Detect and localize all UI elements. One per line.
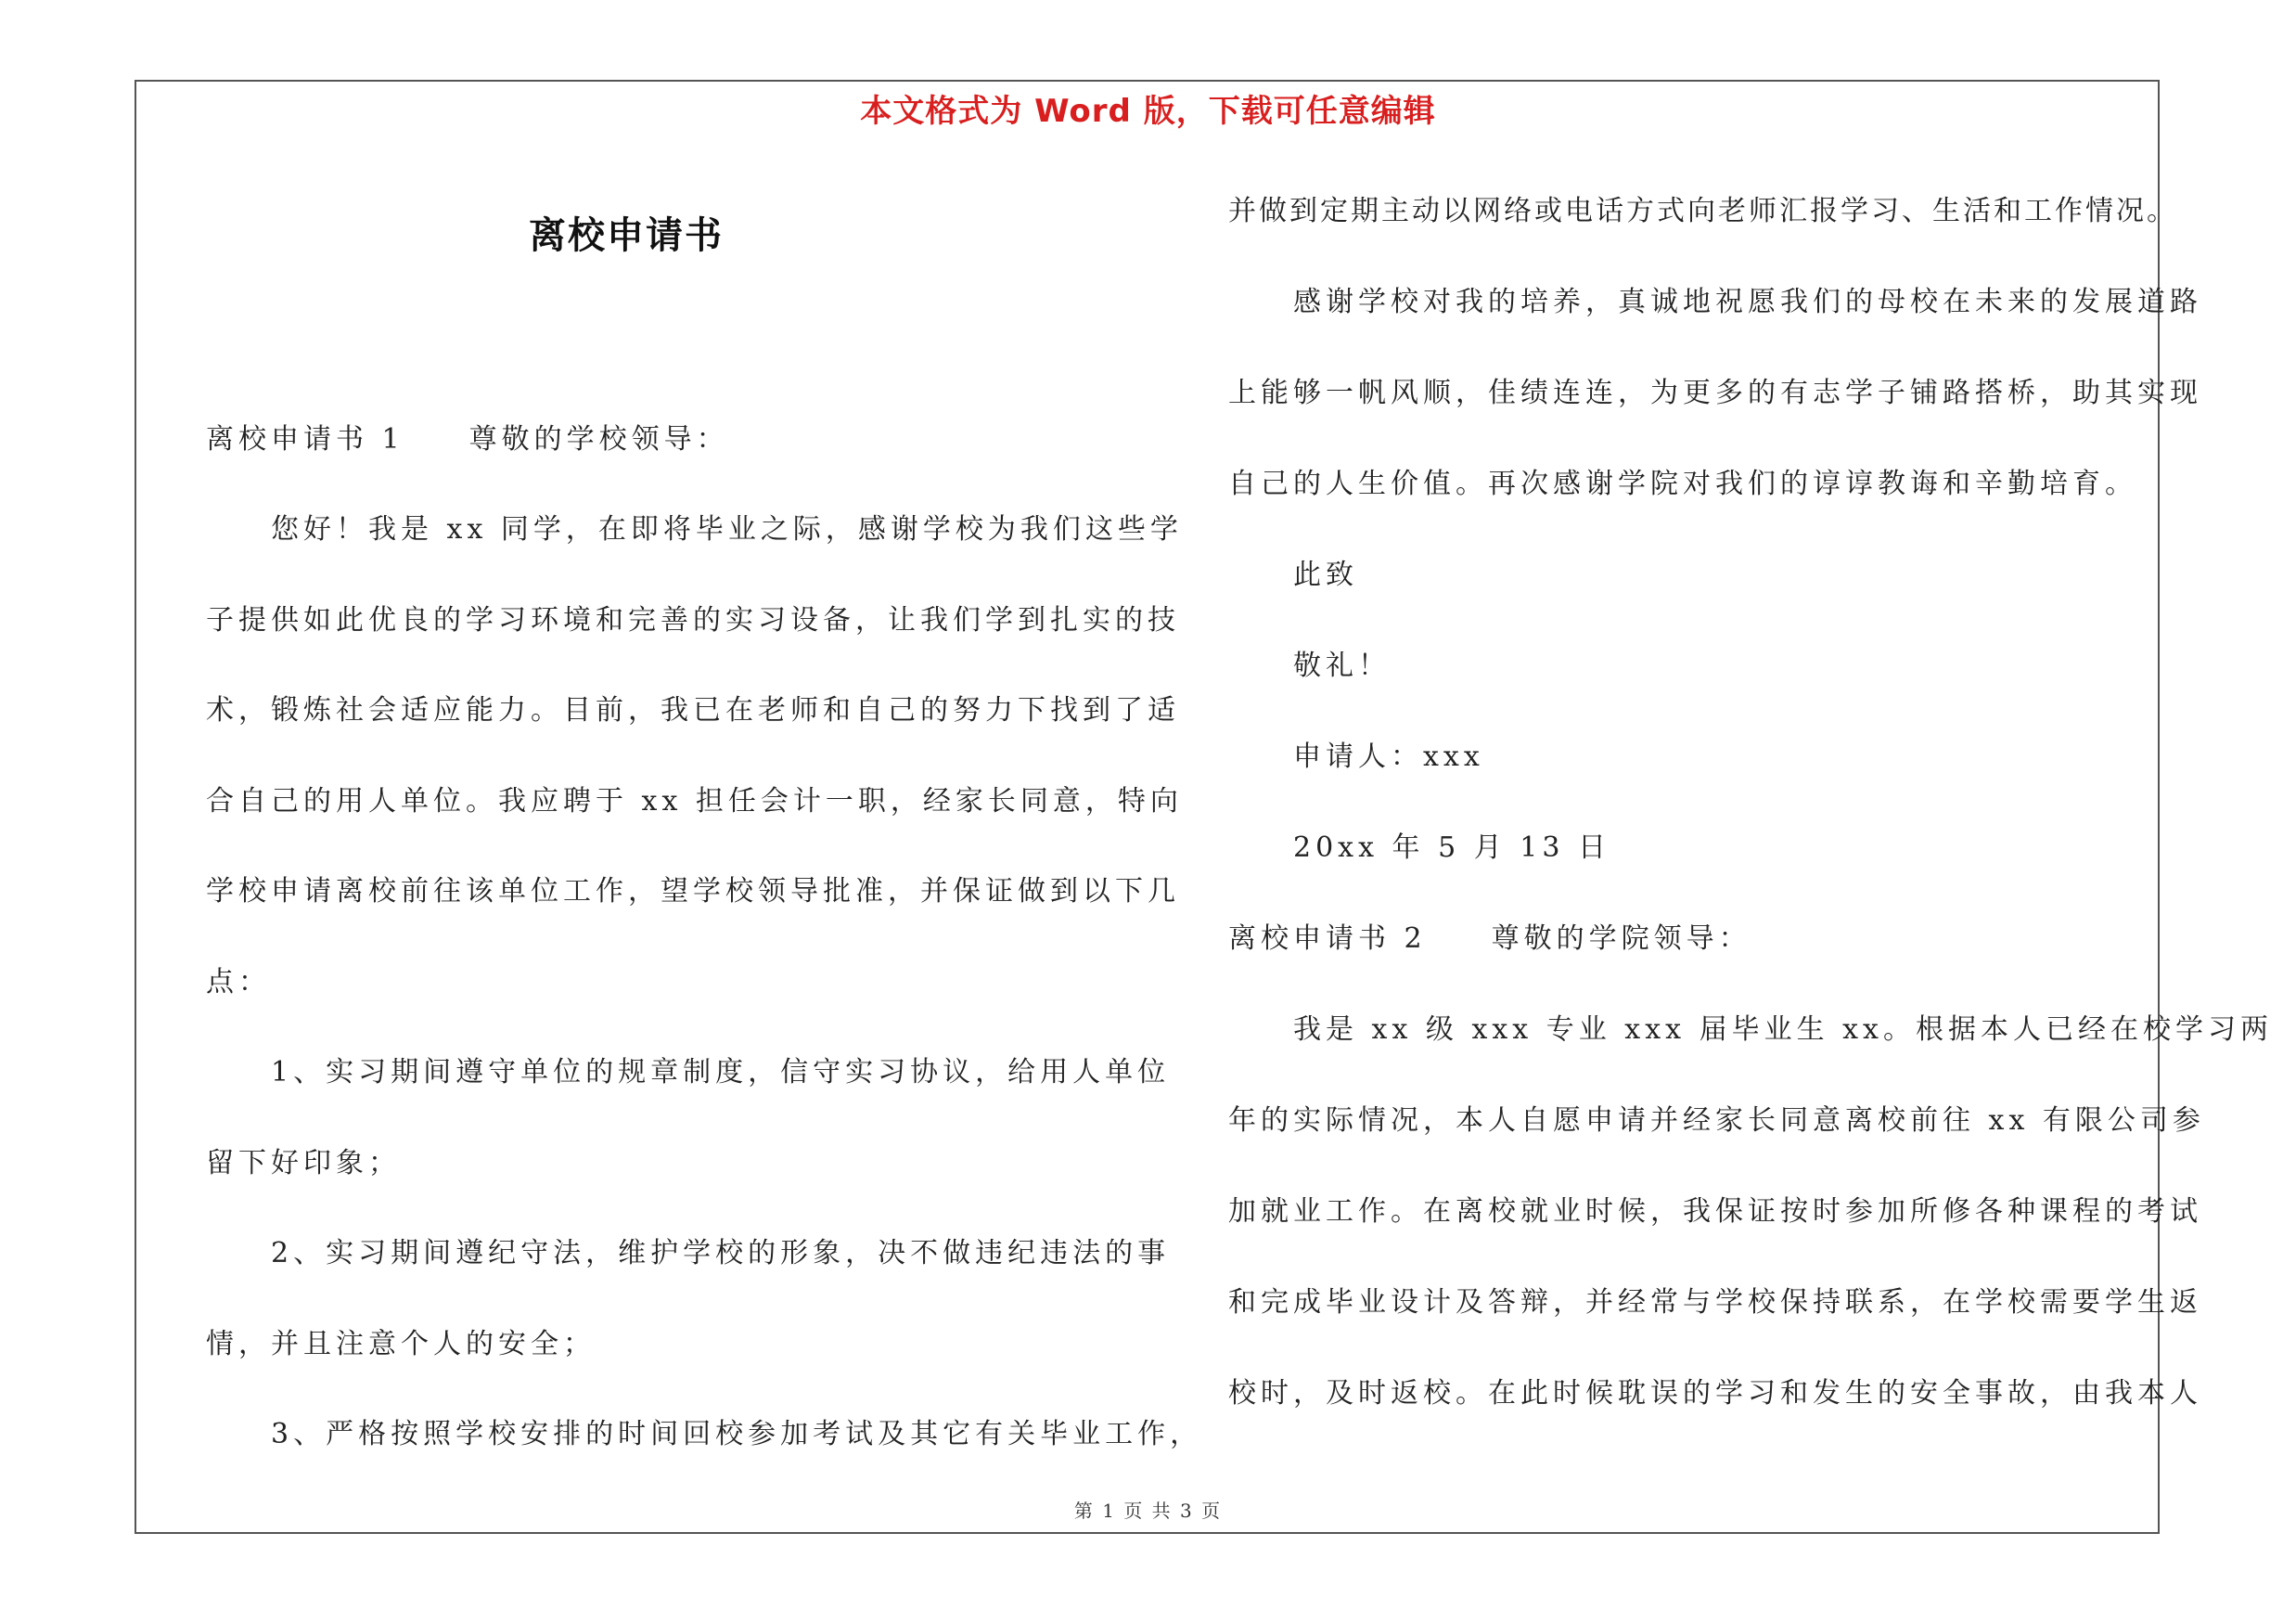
paragraph-line: 您好！我是 xx 同学，在即将毕业之际，感谢学校为我们这些学 (206, 513, 1183, 546)
paragraph-line: 我是 xx 级 xxx 专业 xxx 届毕业生 xx。根据本人已经在校学习两 (1228, 1013, 2273, 1046)
word-format-banner: 本文格式为 Word 版，下载可任意编辑 (860, 93, 1436, 130)
paragraph-line: 子提供如此优良的学习环境和完善的实习设备，让我们学到扎实的技 (206, 604, 1180, 637)
paragraph-line: 学校申请离校前往该单位工作，望学校领导批准，并保证做到以下几 (206, 875, 1180, 908)
paragraph-line: 点： (206, 966, 271, 998)
paragraph-line: 感谢学校对我的培养，真诚地祝愿我们的母校在未来的发展道路 (1228, 286, 2202, 318)
paragraph-line: 术，锻炼社会适应能力。目前，我已在老师和自己的努力下找到了适 (206, 694, 1180, 727)
closing-line: 敬礼！ (1228, 650, 1391, 682)
document-title: 离校申请书 (529, 214, 724, 257)
paragraph-line: 合自己的用人单位。我应聘于 xx 担任会计一职，经家长同意，特向 (206, 785, 1183, 818)
closing-line: 此致 (1228, 559, 1358, 591)
paragraph-line: 校时，及时返校。在此时候耽误的学习和发生的安全事故，由我本人 (1228, 1377, 2202, 1410)
paragraph-line: 并做到定期主动以网络或电话方式向老师汇报学习、生活和工作情况。 (1228, 195, 2177, 227)
paragraph-line: 1、实习期间遵守单位的规章制度，信守实习协议，给用人单位 (206, 1056, 1171, 1088)
paragraph-line: 2、实习期间遵纪守法，维护学校的形象，决不做违纪违法的事 (206, 1237, 1171, 1269)
page-number: 第 1 页 共 3 页 (1073, 1500, 1223, 1522)
paragraph-line: 离校申请书 2 尊敬的学院领导： (1228, 922, 1751, 955)
paragraph-line: 加就业工作。在离校就业时候，我保证按时参加所修各种课程的考试 (1228, 1195, 2202, 1228)
paragraph-line: 年的实际情况，本人自愿申请并经家长同意离校前往 xx 有限公司参 (1228, 1104, 2205, 1137)
paragraph-line: 3、严格按照学校安排的时间回校参加考试及其它有关毕业工作， (206, 1418, 1203, 1450)
paragraph-line: 留下好印象； (206, 1147, 401, 1179)
paragraph-line: 离校申请书 1 尊敬的学校领导： (206, 423, 729, 456)
date-line: 20xx 年 5 月 13 日 (1228, 831, 1610, 864)
paragraph-line: 自己的人生价值。再次感谢学院对我们的谆谆教诲和辛勤培育。 (1228, 468, 2137, 500)
paragraph-line: 情，并且注意个人的安全； (206, 1328, 596, 1360)
signature-line: 申请人：xxx (1228, 741, 1484, 773)
paragraph-line: 和完成毕业设计及答辩，并经常与学校保持联系，在学校需要学生返 (1228, 1286, 2202, 1319)
paragraph-line: 上能够一帆风顺，佳绩连连，为更多的有志学子铺路搭桥，助其实现 (1228, 377, 2202, 409)
